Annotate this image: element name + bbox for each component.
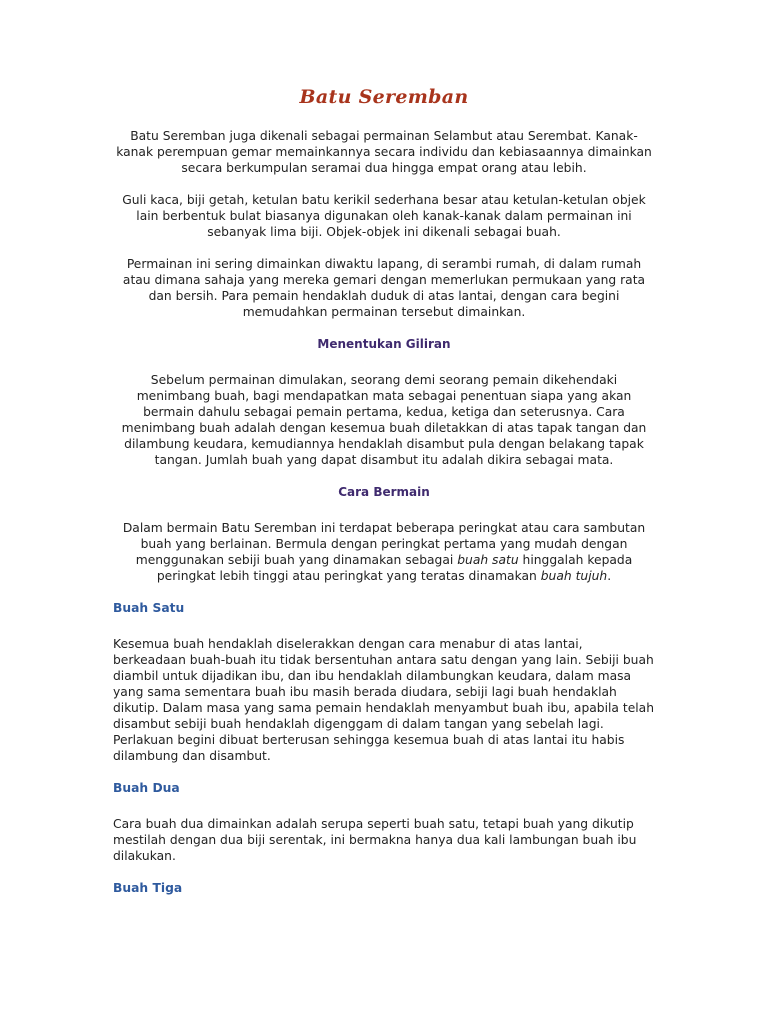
giliran-paragraph: Sebelum permainan dimulakan, seorang demi seorang pemain dikehendaki menimbang buah, bagi mendapatkan mata sebagai penentuan siapa yang akan bermain dahulu sebagai pemain pertama, kedua, ketiga dan seterusnya. Cara menimbang buah adalah dengan kesemua buah diletakkan di atas tapak tangan dan dilambung keudara, kemudiannya hendaklah disambut pula dengan belakang tapak tangan. Jumlah buah yang dapat disambut itu adalah dikira sebagai mata.: [121, 373, 647, 467]
intro-paragraph-2: Guli kaca, biji getah, ketulan batu kerikil sederhana besar atau ketulan-ketulan objek lain berbentuk bulat biasanya digunakan oleh kanak-kanak dalam permainan ini sebanyak lima biji. Objek-objek ini dikenali sebagai buah.: [122, 193, 646, 239]
section-heading-menentukan-giliran: Menentukan Giliran: [317, 337, 451, 351]
buah-satu-paragraph: Kesemua buah hendaklah diselerakkan dengan cara menabur di atas lantai, berkeadaan buah-buah itu tidak bersentuhan antara satu dengan yang lain. Sebiji buah diambil untuk dijadikan ibu, dan ibu hendaklah dilambungkan keudara, dalam masa yang sama sementara buah ibu masih berada diudara, sebiji lagi buah hendaklah dikutip. Dalam masa yang sama pemain hendaklah menyambut buah ibu, apabila telah disambut sebiji buah hendaklah digenggam di dalam tangan yang sebelah lagi. Perlakuan begini dibuat berterusan sehingga kesemua buah di atas lantai itu habis dilambung dan disambut.: [113, 637, 655, 763]
section-heading-buah-dua: Buah Dua: [113, 781, 180, 795]
page-title: Batu Seremban: [299, 86, 469, 108]
section-heading-buah-satu: Buah Satu: [113, 601, 185, 615]
section-heading-cara-bermain: Cara Bermain: [338, 485, 430, 499]
intro-paragraph-3: Permainan ini sering dimainkan diwaktu lapang, di serambi rumah, di dalam rumah atau dimana sahaja yang mereka gemari dengan memerlukan permukaan yang rata dan bersih. Para pemain hendaklah duduk di atas lantai, dengan cara begini memudahkan permainan tersebut dimainkan.: [122, 257, 646, 319]
bermain-text-a: Dalam bermain Batu Seremban ini terdapat beberapa peringkat atau cara sambutan buah yang berlainan. Bermula dengan peringkat pertama yang mudah dengan menggunakan sebiji buah yang dinamakan sebagai: [122, 521, 646, 567]
bermain-em-buah-satu: buah satu: [457, 553, 519, 567]
bermain-text-c: .: [607, 569, 612, 583]
bermain-em-buah-tujuh: buah tujuh: [540, 569, 608, 583]
buah-dua-paragraph: Cara buah dua dimainkan adalah serupa seperti buah satu, tetapi buah yang dikutip mestilah dengan dua biji serentak, ini bermakna hanya dua kali lambungan buah ibu dilakukan.: [113, 817, 637, 863]
section-heading-buah-tiga: Buah Tiga: [113, 881, 183, 895]
bermain-text-b: hinggalah kepada peringkat lebih tinggi atau peringkat yang teratas dinamakan: [156, 553, 633, 583]
bermain-paragraph: [113, 520, 655, 584]
document-page: [113, 86, 655, 916]
intro-paragraph-1: Batu Seremban juga dikenali sebagai permainan Selambut atau Serembat. Kanak-kanak perempuan gemar memainkannya secara individu dan kebiasaannya dimainkan secara berkumpulan seramai dua hingga empat orang atau lebih.: [116, 129, 652, 175]
